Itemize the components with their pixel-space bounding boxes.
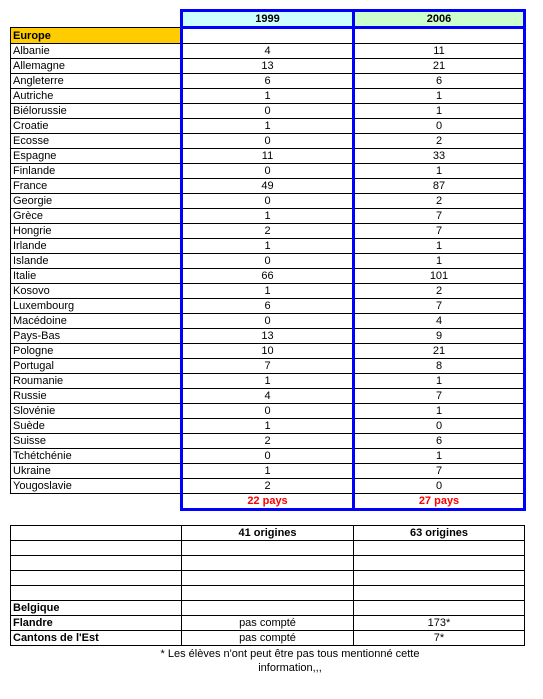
belgique-label[interactable]: Belgique — [11, 601, 182, 616]
header-blank-cell[interactable] — [11, 11, 182, 28]
value-2006-cell[interactable]: 1 — [354, 254, 525, 269]
section-row — [11, 28, 525, 44]
table-row — [11, 434, 525, 449]
country-name-cell[interactable]: Biélorussie — [11, 104, 182, 119]
empty-grid-row — [11, 571, 525, 586]
table-row — [11, 314, 525, 329]
table-row — [11, 239, 525, 254]
empty-cell[interactable] — [11, 571, 182, 586]
value-2006-cell[interactable]: 87 — [354, 179, 525, 194]
country-name-cell[interactable]: Finlande — [11, 164, 182, 179]
table-row — [11, 89, 525, 104]
empty-cell[interactable] — [11, 541, 182, 556]
header-1999[interactable]: 1999 — [182, 11, 354, 28]
country-name-cell[interactable]: Slovénie — [11, 404, 182, 419]
cantons-1999[interactable]: pas compté — [182, 631, 354, 646]
origins-blank[interactable] — [11, 526, 182, 541]
empty-cell[interactable] — [182, 571, 354, 586]
table-row — [11, 299, 525, 314]
table-row — [11, 209, 525, 224]
empty-grid-row — [11, 556, 525, 571]
country-name-cell[interactable]: Ecosse — [11, 134, 182, 149]
country-name-cell[interactable]: Espagne — [11, 149, 182, 164]
value-1999-cell[interactable]: 7 — [182, 359, 354, 374]
country-name-cell[interactable]: Tchétchénie — [11, 449, 182, 464]
value-1999-cell[interactable]: 13 — [182, 329, 354, 344]
country-name-cell[interactable]: Pays-Bas — [11, 329, 182, 344]
value-2006-cell[interactable]: 1 — [354, 374, 525, 389]
spacer-cell — [354, 510, 525, 526]
table-row — [11, 464, 525, 479]
value-1999-cell[interactable]: 2 — [182, 434, 354, 449]
value-2006-cell[interactable]: 2 — [354, 194, 525, 209]
value-2006-cell[interactable]: 7 — [354, 224, 525, 239]
table-row — [11, 419, 525, 434]
value-2006-cell[interactable]: 2 — [354, 284, 525, 299]
country-name-cell[interactable]: Suède — [11, 419, 182, 434]
table-row — [11, 269, 525, 284]
country-name-cell[interactable]: France — [11, 179, 182, 194]
value-1999-cell[interactable]: 0 — [182, 449, 354, 464]
value-2006-cell[interactable]: 11 — [354, 44, 525, 59]
value-1999-cell[interactable]: 1 — [182, 89, 354, 104]
value-1999-cell[interactable]: 0 — [182, 254, 354, 269]
country-name-cell[interactable]: Yougoslavie — [11, 479, 182, 494]
origins-row — [11, 526, 525, 541]
value-1999-cell[interactable]: 13 — [182, 59, 354, 74]
table-row — [11, 449, 525, 464]
value-2006-cell[interactable]: 101 — [354, 269, 525, 284]
value-2006-cell[interactable]: 7 — [354, 389, 525, 404]
origins-1999[interactable]: 41 origines — [182, 526, 354, 541]
spacer-cell — [11, 510, 182, 526]
section-empty-1999[interactable] — [182, 28, 354, 44]
value-1999-cell[interactable]: 1 — [182, 464, 354, 479]
table-row — [11, 329, 525, 344]
cantons-label[interactable]: Cantons de l'Est — [11, 631, 182, 646]
value-1999-cell[interactable]: 0 — [182, 404, 354, 419]
country-name-cell[interactable]: Autriche — [11, 89, 182, 104]
table-row — [11, 254, 525, 269]
empty-grid-row — [11, 541, 525, 556]
spacer-cell — [182, 510, 354, 526]
table-body — [11, 11, 525, 646]
value-1999-cell[interactable]: 0 — [182, 104, 354, 119]
value-2006-cell[interactable]: 1 — [354, 89, 525, 104]
empty-cell[interactable] — [354, 571, 525, 586]
empty-cell[interactable] — [354, 586, 525, 601]
value-2006-cell[interactable]: 7 — [354, 209, 525, 224]
country-name-cell[interactable]: Macédoine — [11, 314, 182, 329]
value-1999-cell[interactable]: 66 — [182, 269, 354, 284]
origins-2006[interactable]: 63 origines — [354, 526, 525, 541]
empty-cell[interactable] — [182, 541, 354, 556]
pays-total-blank[interactable] — [11, 494, 182, 510]
table-row — [11, 359, 525, 374]
country-name-cell[interactable]: Hongrie — [11, 224, 182, 239]
table-row — [11, 44, 525, 59]
value-1999-cell[interactable]: 4 — [182, 44, 354, 59]
flandre-label[interactable]: Flandre — [11, 616, 182, 631]
value-2006-cell[interactable]: 21 — [354, 59, 525, 74]
country-name-cell[interactable]: Portugal — [11, 359, 182, 374]
header-row — [11, 11, 525, 28]
country-name-cell[interactable]: Suisse — [11, 434, 182, 449]
empty-cell[interactable] — [354, 601, 525, 616]
value-2006-cell[interactable]: 21 — [354, 344, 525, 359]
country-name-cell[interactable]: Russie — [11, 389, 182, 404]
value-2006-cell[interactable]: 7 — [354, 464, 525, 479]
country-name-cell[interactable]: Angleterre — [11, 74, 182, 89]
country-name-cell[interactable]: Albanie — [11, 44, 182, 59]
origins-table — [10, 9, 526, 646]
value-1999-cell[interactable]: 2 — [182, 224, 354, 239]
country-name-cell[interactable]: Georgie — [11, 194, 182, 209]
value-1999-cell[interactable]: 4 — [182, 389, 354, 404]
table-row — [11, 104, 525, 119]
pays-total-1999[interactable]: 22 pays — [182, 494, 354, 510]
empty-cell[interactable] — [11, 556, 182, 571]
value-1999-cell[interactable]: 11 — [182, 149, 354, 164]
cantons-row — [11, 631, 525, 646]
value-2006-cell[interactable]: 6 — [354, 74, 525, 89]
table-row — [11, 404, 525, 419]
section-label-europe[interactable]: Europe — [11, 28, 182, 44]
value-1999-cell[interactable]: 0 — [182, 314, 354, 329]
table-row — [11, 59, 525, 74]
empty-grid-row — [11, 586, 525, 601]
value-1999-cell[interactable]: 1 — [182, 119, 354, 134]
value-2006-cell[interactable]: 0 — [354, 479, 525, 494]
value-1999-cell[interactable]: 0 — [182, 134, 354, 149]
value-1999-cell[interactable]: 1 — [182, 374, 354, 389]
table-row — [11, 224, 525, 239]
empty-cell[interactable] — [182, 601, 354, 616]
cantons-2006[interactable]: 7* — [354, 631, 525, 646]
table-row — [11, 284, 525, 299]
table-row — [11, 149, 525, 164]
table-row — [11, 374, 525, 389]
table-row — [11, 134, 525, 149]
empty-cell[interactable] — [354, 556, 525, 571]
value-1999-cell[interactable]: 1 — [182, 419, 354, 434]
country-name-cell[interactable]: Allemagne — [11, 59, 182, 74]
table-row — [11, 164, 525, 179]
value-2006-cell[interactable]: 7 — [354, 299, 525, 314]
value-1999-cell[interactable]: 0 — [182, 194, 354, 209]
flandre-2006[interactable]: 173* — [354, 616, 525, 631]
table-row — [11, 74, 525, 89]
belgique-row — [11, 601, 525, 616]
pays-total-row — [11, 494, 525, 510]
value-2006-cell[interactable]: 1 — [354, 239, 525, 254]
value-2006-cell[interactable]: 1 — [354, 104, 525, 119]
value-1999-cell[interactable]: 6 — [182, 74, 354, 89]
flandre-row — [11, 616, 525, 631]
value-1999-cell[interactable]: 6 — [182, 299, 354, 314]
value-1999-cell[interactable]: 1 — [182, 209, 354, 224]
section-empty-2006[interactable] — [354, 28, 525, 44]
value-1999-cell[interactable]: 0 — [182, 164, 354, 179]
country-name-cell[interactable]: Pologne — [11, 344, 182, 359]
table-row — [11, 194, 525, 209]
value-2006-cell[interactable]: 9 — [354, 329, 525, 344]
empty-cell[interactable] — [354, 541, 525, 556]
flandre-1999[interactable]: pas compté — [182, 616, 354, 631]
value-2006-cell[interactable]: 1 — [354, 449, 525, 464]
value-1999-cell[interactable]: 49 — [182, 179, 354, 194]
table-row — [11, 389, 525, 404]
country-name-cell[interactable]: Irlande — [11, 239, 182, 254]
value-1999-cell[interactable]: 10 — [182, 344, 354, 359]
value-1999-cell[interactable]: 2 — [182, 479, 354, 494]
footnote: * Les élèves n'ont peut être pas tous mentionné cette information,,, — [160, 648, 420, 674]
value-2006-cell[interactable]: 1 — [354, 164, 525, 179]
value-2006-cell[interactable]: 0 — [354, 419, 525, 434]
empty-cell[interactable] — [182, 586, 354, 601]
country-name-cell[interactable]: Kosovo — [11, 284, 182, 299]
value-2006-cell[interactable]: 33 — [354, 149, 525, 164]
country-name-cell[interactable]: Ukraine — [11, 464, 182, 479]
value-2006-cell[interactable]: 2 — [354, 134, 525, 149]
value-2006-cell[interactable]: 8 — [354, 359, 525, 374]
value-1999-cell[interactable]: 1 — [182, 239, 354, 254]
country-name-cell[interactable]: Roumanie — [11, 374, 182, 389]
empty-cell[interactable] — [182, 556, 354, 571]
country-name-cell[interactable]: Croatie — [11, 119, 182, 134]
value-2006-cell[interactable]: 6 — [354, 434, 525, 449]
header-2006[interactable]: 2006 — [354, 11, 525, 28]
table-row — [11, 479, 525, 494]
table-row — [11, 179, 525, 194]
table-row — [11, 344, 525, 359]
country-name-cell[interactable]: Islande — [11, 254, 182, 269]
value-2006-cell[interactable]: 1 — [354, 404, 525, 419]
value-2006-cell[interactable]: 4 — [354, 314, 525, 329]
table-row — [11, 119, 525, 134]
country-name-cell[interactable]: Luxembourg — [11, 299, 182, 314]
value-2006-cell[interactable]: 0 — [354, 119, 525, 134]
country-name-cell[interactable]: Grèce — [11, 209, 182, 224]
country-name-cell[interactable]: Italie — [11, 269, 182, 284]
pays-total-2006[interactable]: 27 pays — [354, 494, 525, 510]
empty-cell[interactable] — [11, 586, 182, 601]
spacer-row — [11, 510, 525, 526]
value-1999-cell[interactable]: 1 — [182, 284, 354, 299]
